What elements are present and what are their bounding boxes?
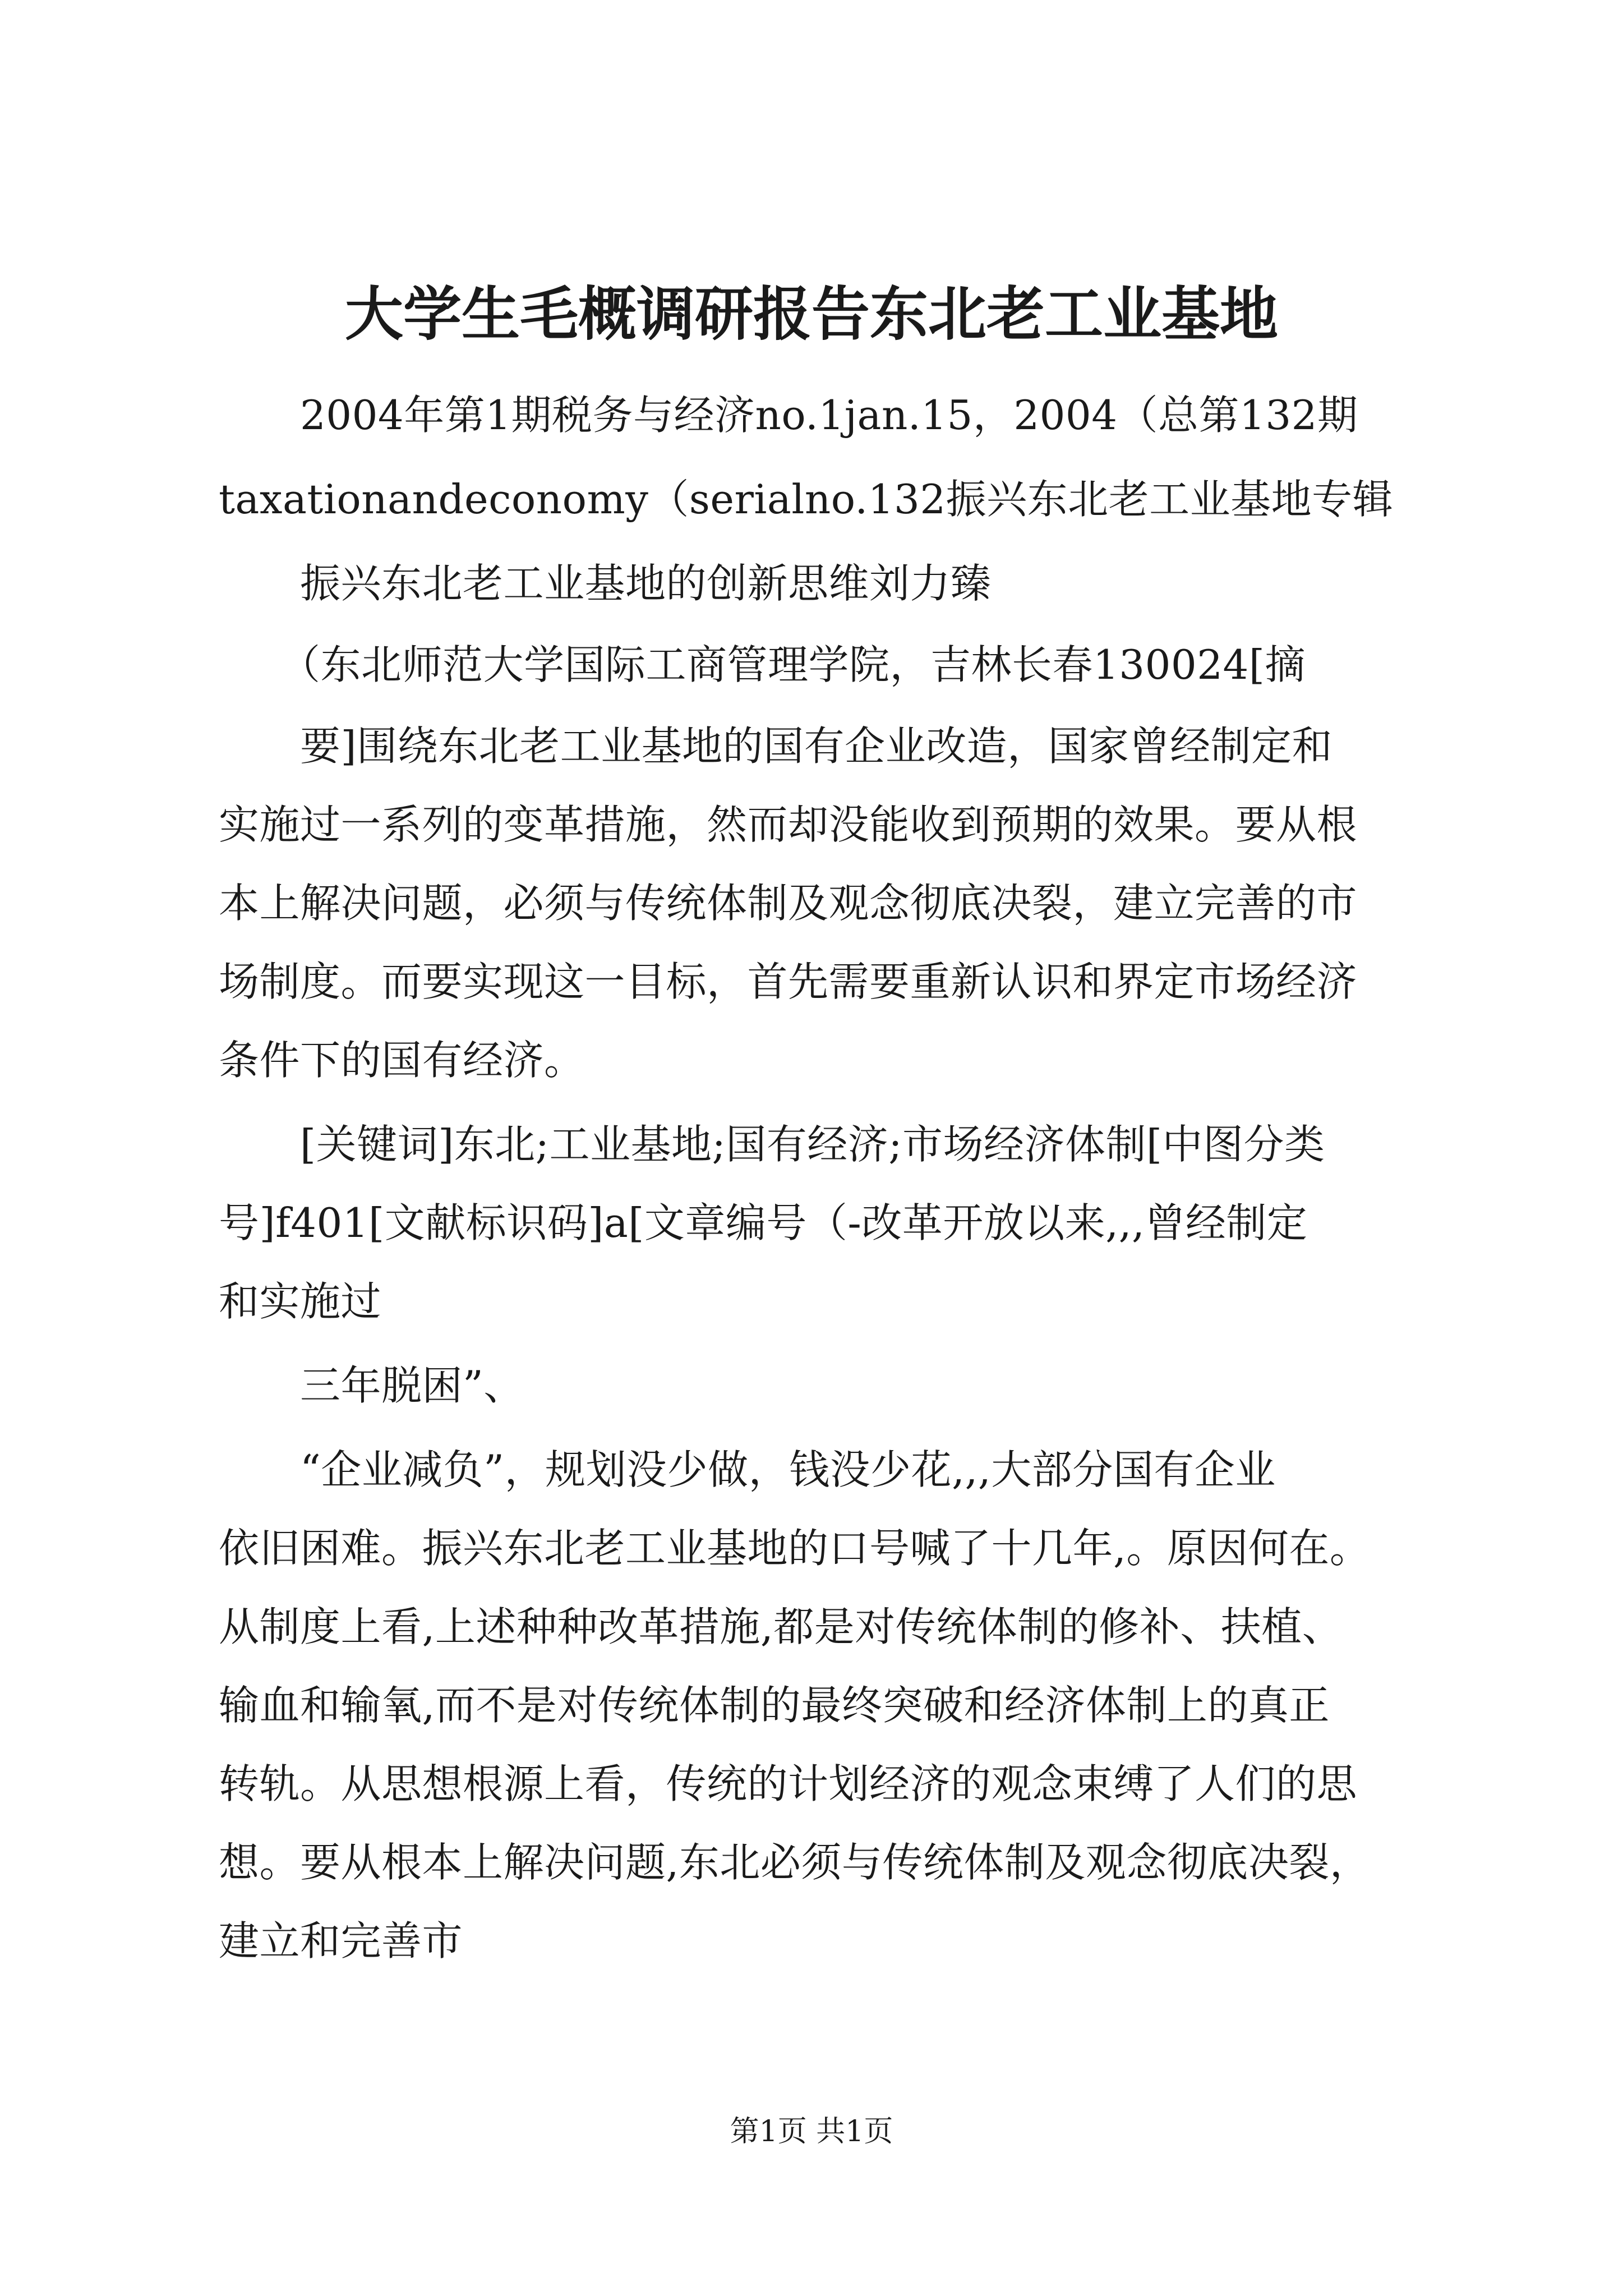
text-line-6: 实施过一系列的变革措施，然而却没能收到预期的效果。要从根	[219, 801, 1358, 848]
text-line-10: [关键词]东北;工业基地;国有经济;市场经济体制[中图分类	[219, 1121, 1325, 1168]
text-line-3: 振兴东北老工业基地的创新思维刘力臻	[219, 560, 992, 607]
text-line-12: 和实施过	[219, 1278, 382, 1325]
text-line-1: 2004年第1期税务与经济no.1jan.15，2004（总第132期	[219, 392, 1358, 439]
document-title: 大学生毛概调研报告东北老工业基地	[344, 279, 1278, 348]
text-line-15: 依旧困难。振兴东北老工业基地的口号喊了十几年,。原因何在。	[219, 1525, 1371, 1572]
text-line-5: 要]围绕东北老工业基地的国有企业改造，国家曾经制定和	[219, 723, 1333, 770]
page-footer: 第1页 共1页	[730, 2115, 893, 2148]
text-line-16: 从制度上看,上述种种改革措施,都是对传统体制的修补、扶植、	[219, 1603, 1343, 1650]
text-line-4: （东北师范大学国际工商管理学院，吉林长春130024[摘	[219, 641, 1306, 688]
text-line-11: 号]f401[文献标识码]a[文章编号（-改革开放以来,,,曾经制定	[219, 1199, 1308, 1246]
text-line-17: 输血和输氧,而不是对传统体制的最终突破和经济体制上的真正	[219, 1682, 1330, 1729]
text-line-9: 条件下的国有经济。	[219, 1037, 585, 1084]
text-line-13: 三年脱困”、	[219, 1362, 524, 1409]
text-line-14: “企业减负”，规划没少做，钱没少花,,,大部分国有企业	[219, 1446, 1276, 1493]
text-line-20: 建立和完善市	[219, 1917, 463, 1964]
text-line-18: 转轨。从思想根源上看，传统的计划经济的观念束缚了人们的思	[219, 1760, 1358, 1807]
text-line-2: taxationandeconomy（serialno.132振兴东北老工业基地专辑	[219, 476, 1394, 523]
text-line-19: 想。要从根本上解决问题,东北必须与传统体制及观念彻底决裂，	[219, 1839, 1371, 1886]
text-line-8: 场制度。而要实现这一目标，首先需要重新认识和界定市场经济	[219, 958, 1358, 1005]
text-line-7: 本上解决问题，必须与传统体制及观念彻底决裂，建立完善的市	[219, 880, 1358, 927]
